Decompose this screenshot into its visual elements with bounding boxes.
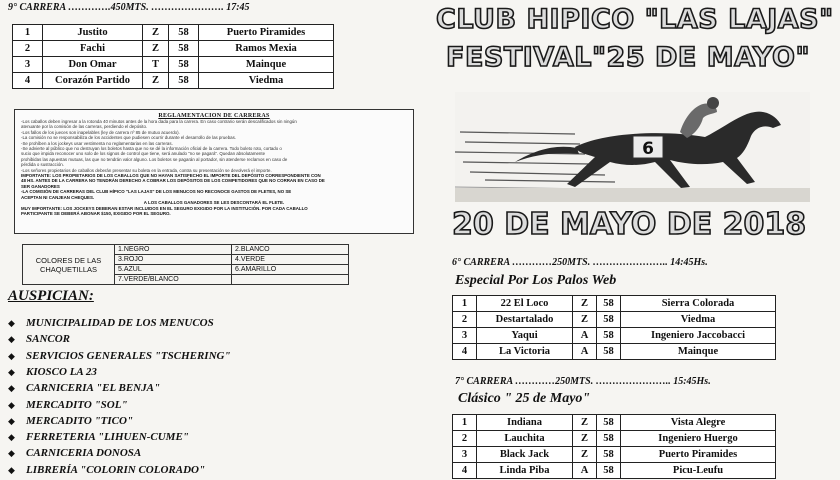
regulation-line: SER GANADORES: [21, 183, 60, 189]
table-row: [453, 344, 776, 360]
origin-town: Mainque: [199, 57, 334, 73]
color-item-empty: [232, 275, 349, 285]
saddle-number: 6: [642, 139, 654, 159]
origin-town: Ingeniero Huergo: [621, 431, 776, 447]
bullet-icon: ◆: [8, 383, 15, 394]
color-item: 3.ROJO: [115, 255, 232, 265]
regulation-line: -LA COMISIÓN DE CARRERAS DEL CLUB HÍPICO "LAS LAJAS" DE LOS MENUCOS NO RECONOCE GASTOS DE FLETES, NO SE: [21, 189, 292, 195]
stable-code: Z: [143, 73, 169, 89]
weight: 58: [597, 447, 621, 463]
runner-number: 3: [453, 328, 477, 344]
table-row: [13, 73, 334, 89]
race9-table: [12, 24, 334, 89]
bullet-icon: ◆: [8, 415, 15, 426]
table-row: [13, 25, 334, 41]
sponsor-name: FERRETERIA "LIHUEN-CUME": [26, 431, 189, 444]
regulation-line: A LOS CABALLOS GANADORES SE LES DESCONTARÁ EL FLETE.: [143, 200, 285, 206]
stable-code: Z: [143, 25, 169, 41]
table-row: [13, 41, 334, 57]
table-row: [453, 415, 776, 431]
bullet-icon: ◆: [8, 366, 15, 377]
race-regulations-box: [14, 109, 414, 234]
regulation-line: atenuante por la comisión de las carreras, perdiendo el depósito.: [21, 124, 148, 130]
horse-name: Yaqui: [477, 328, 573, 344]
origin-town: Ramos Mexia: [199, 41, 334, 57]
horse-name: Destartalado: [477, 312, 573, 328]
horse-name: Black Jack: [477, 447, 573, 463]
race6-header: 6° CARRERA …………250MTS. ………………….. 14:45Hs.: [452, 257, 708, 268]
regulation-line: PARTICIPANTE SE DEBERÁ ABONAR $150, EXIGIDO POR EL SEGURO.: [21, 210, 171, 216]
stable-code: Z: [573, 447, 597, 463]
stable-code: T: [143, 57, 169, 73]
bullet-icon: ◆: [8, 432, 15, 443]
runner-number: 1: [13, 25, 43, 41]
origin-town: Ingeniero Jaccobacci: [621, 328, 776, 344]
sponsor-item: [8, 415, 133, 427]
horse-name: Linda Piba: [477, 463, 573, 479]
sponsor-item: [8, 431, 189, 443]
sponsor-item: [8, 333, 70, 345]
regulation-line: -Los fallos de los jueces son inapelables (ley de carrera nº 85 de mutuo acuerdo).: [21, 129, 180, 135]
regulation-line: prohibidas las apuestas mutuas, las que no tendrán valor alguno. Los boletos se pagarán al portador, sin atenderse reclamos en caso de: [21, 156, 288, 162]
stable-code: A: [573, 328, 597, 344]
color-item: 7.VERDE/BLANCO: [115, 275, 232, 285]
table-row: [453, 447, 776, 463]
table-row: [453, 463, 776, 479]
weight: 58: [597, 431, 621, 447]
table-row: [13, 57, 334, 73]
sponsor-item: [8, 464, 205, 476]
sponsors-heading: AUSPICIAN:: [8, 288, 94, 304]
regulation-line: IMPORTANTE: LOS PROPIETARIOS DE LOS CABALLOS QUE NO HAYAN SATISFECHO EL IMPORTE DEL DEPÓSITO CORRESPONDIENTE CON: [21, 173, 321, 179]
table-row: [453, 431, 776, 447]
weight: 58: [597, 415, 621, 431]
sponsor-name: SANCOR: [26, 333, 71, 346]
runner-number: 4: [453, 463, 477, 479]
table-row: [453, 312, 776, 328]
bullet-icon: ◆: [8, 399, 15, 410]
stable-code: Z: [573, 296, 597, 312]
stable-code: Z: [573, 431, 597, 447]
sponsor-item: [8, 382, 160, 394]
regulations-title: REGLAMENTACION DE CARRERAS: [158, 113, 270, 119]
runner-number: 2: [453, 431, 477, 447]
sponsor-name: LIBRERÍA "COLORIN COLORADO": [26, 463, 206, 476]
runner-number: 4: [13, 73, 43, 89]
stable-code: Z: [573, 312, 597, 328]
horse-name: Fachi: [43, 41, 143, 57]
sponsor-name: CARNICERIA "EL BENJA": [26, 382, 161, 395]
horse-name: Justito: [43, 25, 143, 41]
regulation-line: -Los señores propietarios de caballos deberán presentar su boleta en la entrada, contra su presentación se devolverá el importe.: [21, 167, 272, 173]
race7-header: 7° CARRERA …………250MTS. ………………….. 15:45Hs.: [455, 376, 711, 387]
table-row: [453, 328, 776, 344]
origin-town: Picu-Leufu: [621, 463, 776, 479]
festival-title: FESTIVAL"25 DE MAYO": [446, 42, 811, 73]
stable-code: A: [573, 344, 597, 360]
jacket-colors-label: COLORES DE LAS CHAQUETILLAS: [23, 245, 115, 285]
weight: 58: [597, 312, 621, 328]
weight: 58: [169, 25, 199, 41]
sponsor-name: CARNICERIA DONOSA: [26, 447, 142, 460]
origin-town: Viedma: [199, 73, 334, 89]
sponsor-item: [8, 447, 141, 459]
club-title: CLUB HIPICO "LAS LAJAS": [436, 4, 834, 35]
origin-town: Sierra Colorada: [621, 296, 776, 312]
color-item: 2.BLANCO: [232, 245, 349, 255]
race6-table: [452, 295, 776, 360]
runner-number: 2: [13, 41, 43, 57]
stable-code: Z: [143, 41, 169, 57]
regulation-line: 48 HS. ANTES DE LA CARRERA NO TENDRÁN DERECHO A COBRAR LOS DEPÓSITOS DE LOS COMPETIDORES QUE NO CORRAN EN CASO DE: [21, 178, 325, 184]
weight: 58: [597, 296, 621, 312]
stable-code: Z: [573, 415, 597, 431]
bullet-icon: ◆: [8, 350, 15, 361]
runner-number: 3: [453, 447, 477, 463]
horse-name: Lauchita: [477, 431, 573, 447]
racehorse-illustration: [455, 92, 810, 202]
sponsor-item: [8, 317, 214, 329]
horse-name: 22 El Loco: [477, 296, 573, 312]
origin-town: Viedma: [621, 312, 776, 328]
sponsor-item: [8, 350, 231, 362]
weight: 58: [597, 344, 621, 360]
color-item: 5.AZUL: [115, 265, 232, 275]
regulation-line: ACEPTAN NI CANJEAN CHEQUES.: [21, 194, 95, 200]
runner-number: 3: [13, 57, 43, 73]
table-row: [453, 296, 776, 312]
runner-number: 1: [453, 415, 477, 431]
origin-town: Mainque: [621, 344, 776, 360]
weight: 58: [169, 41, 199, 57]
horse-name: Corazón Partido: [43, 73, 143, 89]
weight: 58: [597, 463, 621, 479]
weight: 58: [169, 73, 199, 89]
regulation-line: pérdida o sustracción.: [21, 162, 64, 168]
weight: 58: [597, 328, 621, 344]
runner-number: 1: [453, 296, 477, 312]
event-date: 20 DE MAYO DE 2018: [452, 207, 807, 242]
sponsor-item: [8, 399, 128, 411]
horse-name: Indiana: [477, 415, 573, 431]
jacket-colors-table: [22, 244, 349, 285]
bullet-icon: ◆: [8, 318, 15, 328]
origin-town: Puerto Piramides: [199, 25, 334, 41]
horse-name: La Victoria: [477, 344, 573, 360]
bullet-icon: ◆: [8, 464, 15, 475]
sponsor-item: [8, 366, 97, 378]
race6-title: Especial Por Los Palos Web: [455, 273, 617, 288]
bullet-icon: ◆: [8, 334, 15, 345]
weight: 58: [169, 57, 199, 73]
bullet-icon: ◆: [8, 448, 15, 459]
regulation-line: -Se prohíben a los jockeys usar vestimenta no reglamentarias en las carreras.: [21, 140, 173, 146]
color-item: 4.VERDE: [232, 255, 349, 265]
sponsor-name: MERCADITO "TICO": [26, 414, 134, 427]
regulation-line: sucio que impida reconocer uno solo de los signos de control que tiene, será anulado "no se pagará". Quedan absolutamente: [21, 151, 266, 157]
horse-name: Don Omar: [43, 57, 143, 73]
sponsor-name: KIOSCO LA 23: [26, 365, 97, 378]
regulation-line: MUY IMPORTANTE: LOS JOCKEYS DEBERAN ESTAR INCLUIDOS EN EL SEGURO EXIGIDO POR LA INSTITUCIÓN. POR CADA CABALLO: [21, 205, 308, 211]
race7-table: [452, 414, 776, 479]
race9-header: 9° CARRERA ………….450MTS. …………………. 17:45: [8, 2, 250, 13]
runner-number: 4: [453, 344, 477, 360]
sponsor-name: MERCADITO "SOL": [26, 398, 128, 411]
color-item: 6.AMARILLO: [232, 265, 349, 275]
regulation-line: -La comisión no se responsabiliza de los accidentes que pudiesen ocurrir durante el desarrollo de las pruebas.: [21, 135, 237, 141]
regulation-line: -Se advierte al público que no destruyan los boletos hasta que no se dé la información oficial de la carrera. Todo boleto roto, cortado o: [21, 146, 282, 152]
race7-title: Clásico " 25 de Mayo": [458, 391, 591, 406]
origin-town: Vista Alegre: [621, 415, 776, 431]
sponsor-name: MUNICIPALIDAD DE LOS MENUCOS: [26, 317, 214, 329]
regulation-line: -Los caballos deben ingresar a la rotonda 40 minutos antes de la hora dada para la carrera. En caso contrario serán descalificados sin ningún: [21, 119, 297, 124]
origin-town: Puerto Piramides: [621, 447, 776, 463]
sponsor-name: SERVICIOS GENERALES "TSCHERING": [26, 349, 231, 362]
runner-number: 2: [453, 312, 477, 328]
color-item: 1.NEGRO: [115, 245, 232, 255]
stable-code: A: [573, 463, 597, 479]
